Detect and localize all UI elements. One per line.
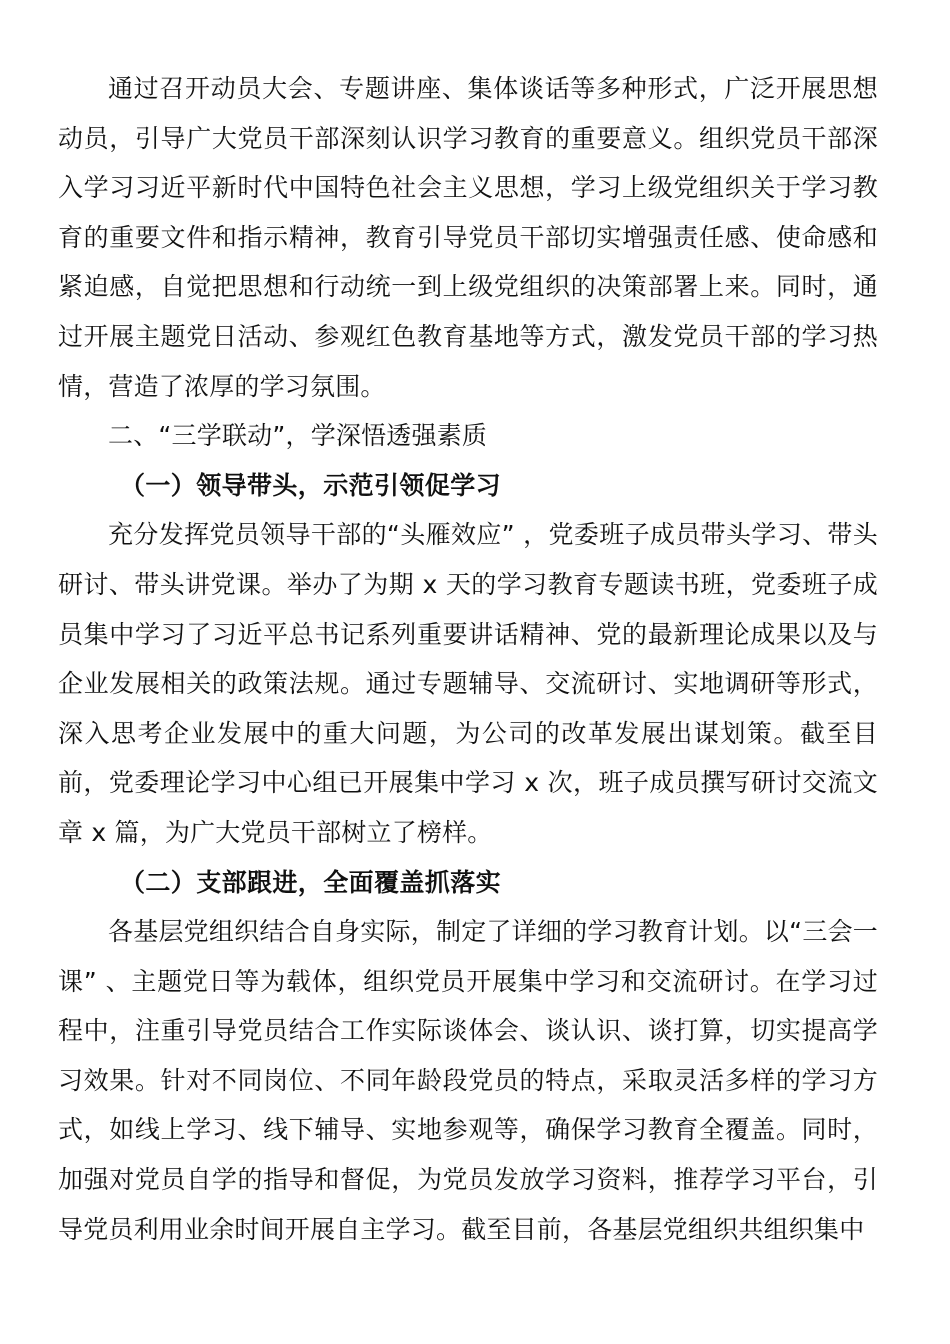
section-heading-two: 二、“三学联动”，学深悟透强素质: [108, 421, 488, 451]
paragraph-mobilization: 通过召开动员大会、专题讲座、集体谈话等多种形式，广泛开展思想动员，引导广大党员干部深刻认识学习教育的重要意义。组织党员干部深入学习习近平新时代中国特色社会主义思想，学习上级党组织关于学习教育的重要文件和指示精神，教育引导党员干部切实增强责任感、使命感和紧迫感，自觉把思想和行动统一到上级党组织的决策部署上来。同时，通过开展主题党日活动、参观红色教育基地等方式，激发党员干部的学习热情，营造了浓厚的学习氛围。: [58, 74, 878, 401]
subsection-heading-one: （一）领导带头，示范引领促学习: [120, 470, 502, 500]
document-body: [58, 64, 878, 1254]
paragraph-branches: 各基层党组织结合自身实际，制定了详细的学习教育计划。以“三会一课” 、主题党日等为载体，组织党员开展集中学习和交流研讨。在学习过程中，注重引导党员结合工作实际谈体会、谈认识、谈打算，切实提高学习效果。针对不同岗位、不同年龄段党员的特点，采取灵活多样的学习方式，如线上学习、线下辅导、实地参观等，确保学习教育全覆盖。同时，加强对党员自学的指导和督促，为党员发放学习资料，推荐学习平台，引导党员利用业余时间开展自主学习。截至目前，各基层党组织共组织集中: [58, 917, 878, 1244]
subsection-heading-two: （二）支部跟进，全面覆盖抓落实: [120, 867, 502, 897]
paragraph-leadership: 充分发挥党员领导干部的“头雁效应” ，党委班子成员带头学习、带头研讨、带头讲党课。举办了为期 x 天的学习教育专题读书班，党委班子成员集中学习了习近平总书记系列重要讲话精神、党的最新理论成果以及与企业发展相关的政策法规。通过专题辅导、交流研讨、实地调研等形式，深入思考企业发展中的重大问题，为公司的改革发展出谋划策。截至目前，党委理论学习中心组已开展集中学习 x 次，班子成员撰写研讨交流文章 x 篇，为广大党员干部树立了榜样。: [58, 520, 878, 847]
